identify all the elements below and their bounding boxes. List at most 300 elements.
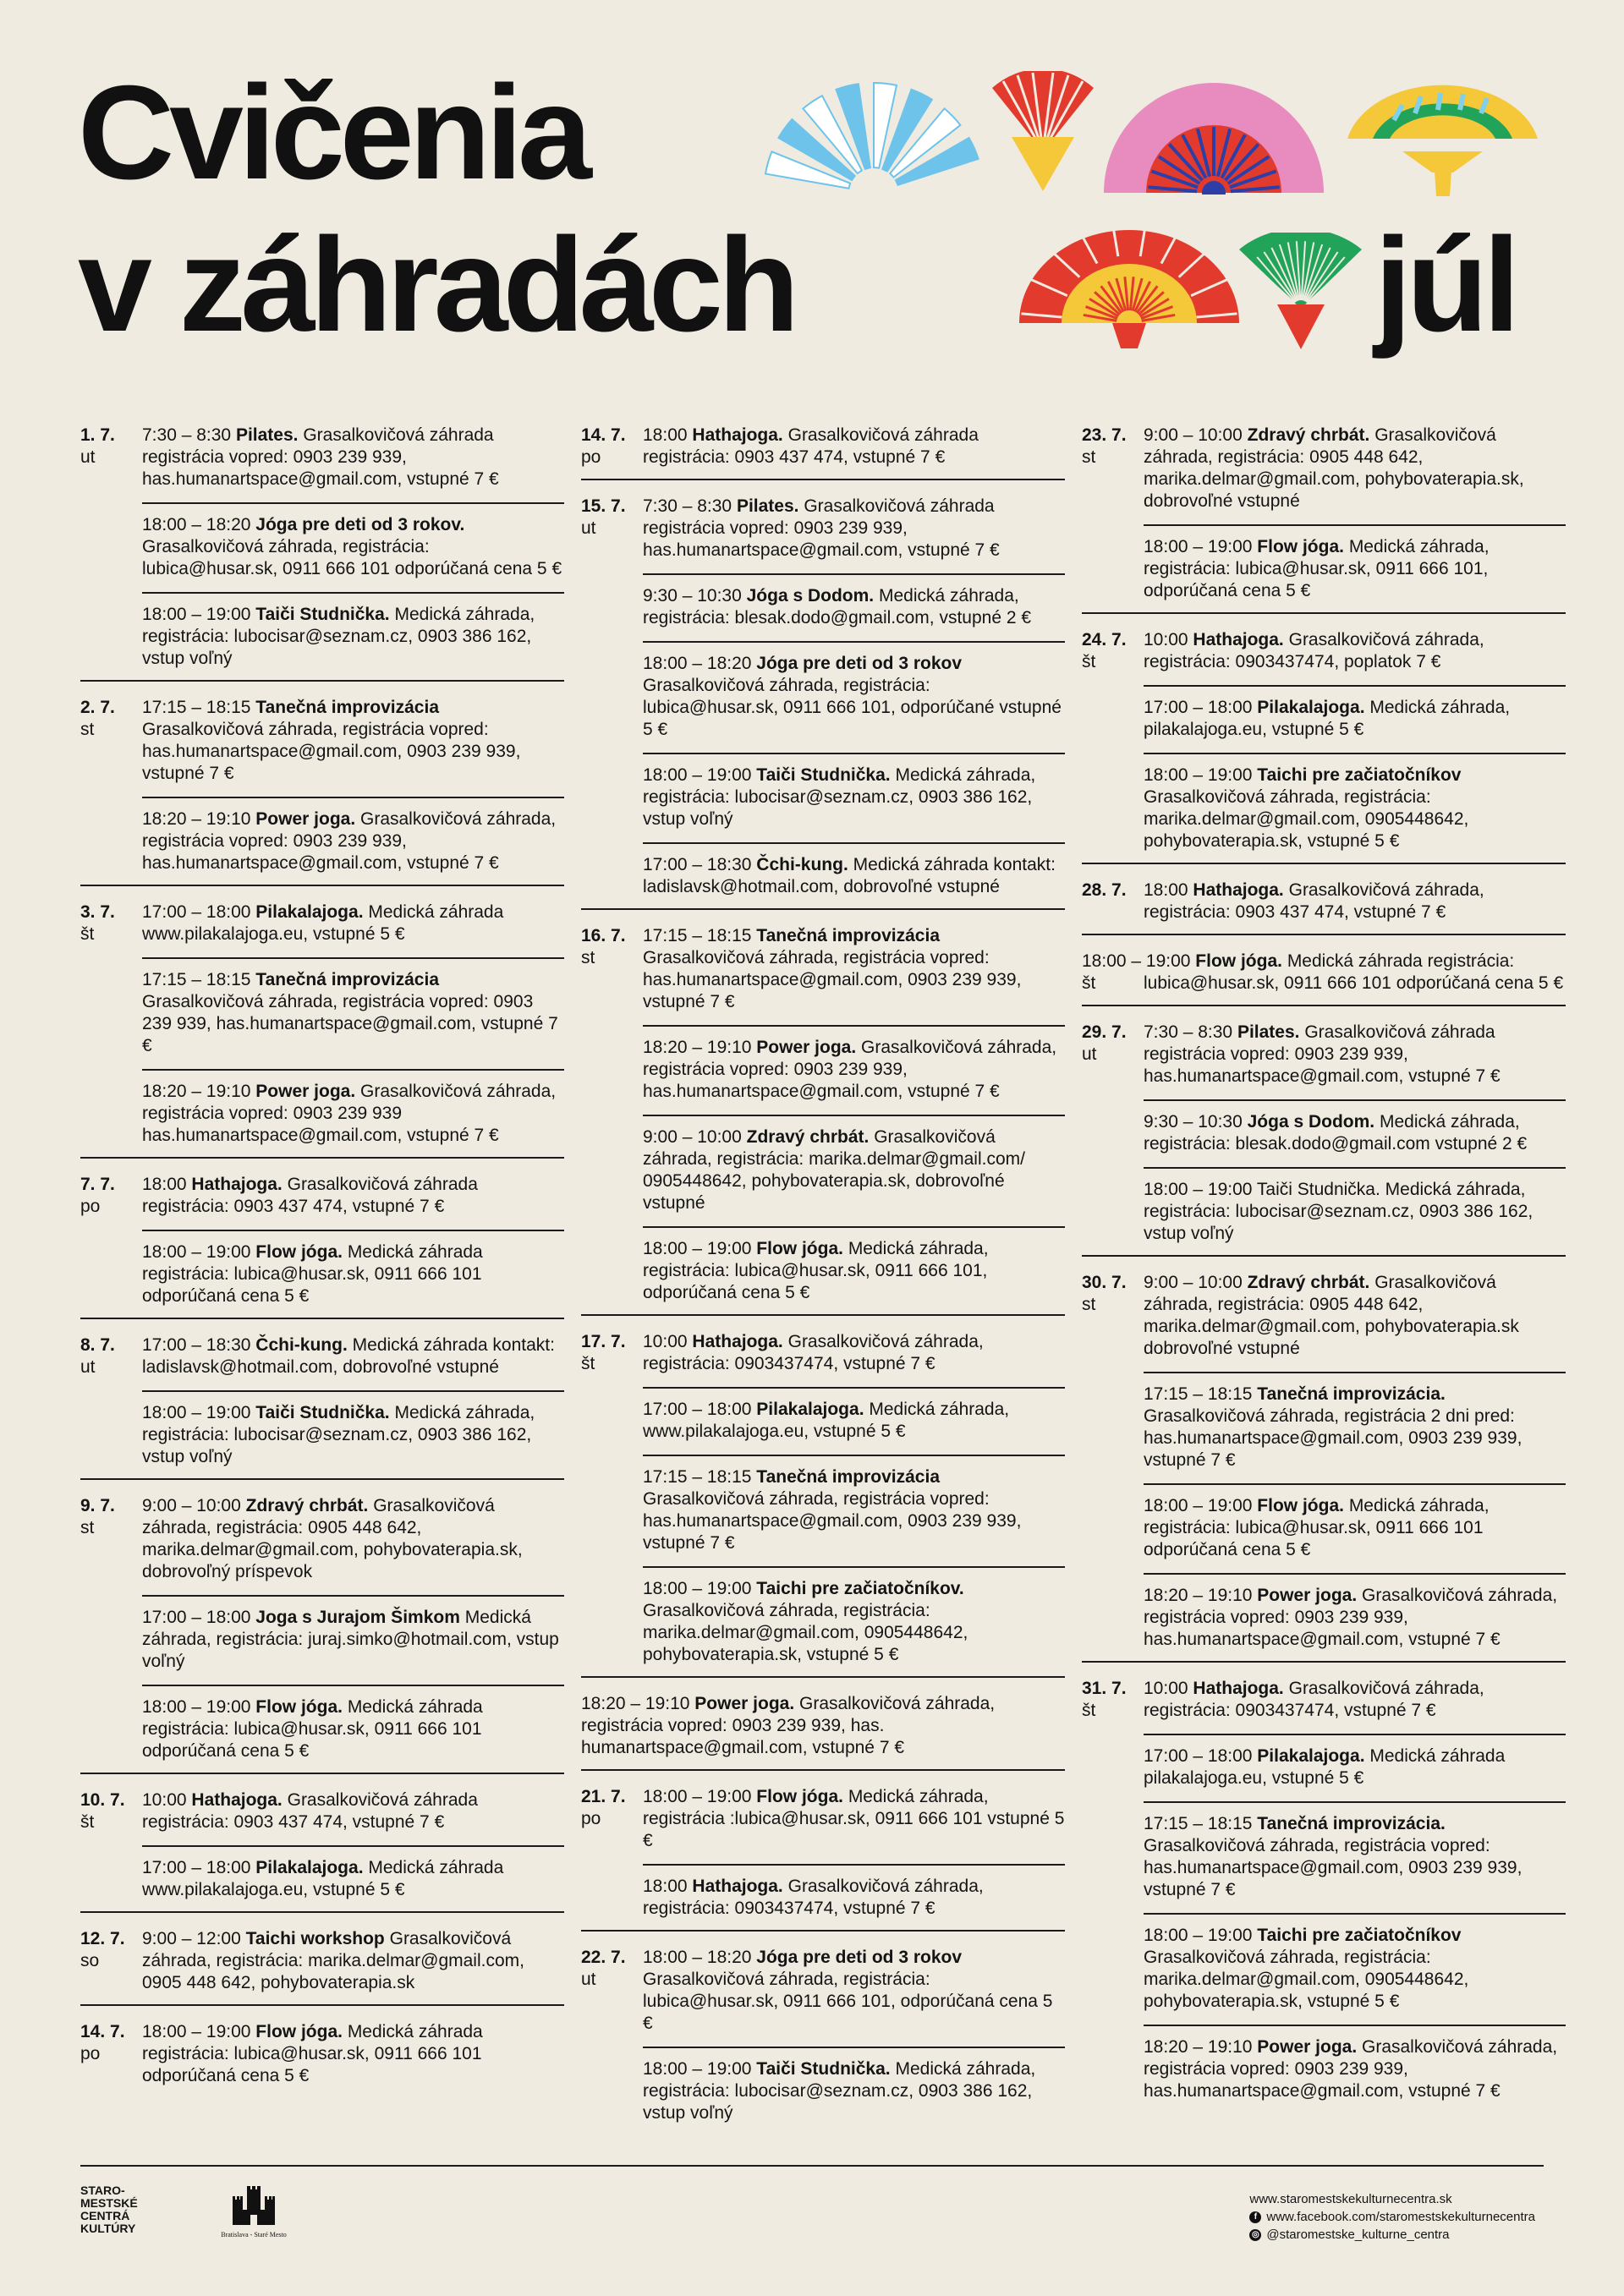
event-name: Flow jóga. [255,2022,343,2041]
day-block [1082,947,1566,1006]
event-time: 17:15 – 18:15 [142,698,251,717]
day-weekday: ut [581,518,596,538]
event-time: 18:00 – 19:00 [1144,1496,1253,1515]
event-item [142,1390,564,1468]
day-weekday: st [80,1518,95,1537]
day-weekday: št [581,1354,595,1373]
event-details: Medická záhrada, registrácia: blesak.dodo@gmail.com, vstupné 2 € [643,586,1032,627]
event-details: Grasalkovičová záhrada, registrácia vopred: 0903 239 939 has.humanartspace@gmail.com, vstupné 7 € [142,1082,557,1145]
event-item [1144,753,1566,852]
event-item [80,697,564,785]
event-details: Grasalkovičová záhrada, registrácia: marika.delmar@gmail.com, 0905 448 642, pohybovaterapia.sk [142,1929,524,1992]
event-item [1144,1734,1566,1789]
event-time: 18:00 – 19:00 [643,1787,752,1806]
event-details: Grasalkovičová záhrada, registrácia: 0903437474, vstupné 7 € [643,1877,984,1918]
event-item [80,2021,564,2087]
event-name: Taichi pre začiatočníkov. [756,1579,964,1598]
event-name: Taiči Studnička. [255,1403,390,1422]
event-time: 18:00 – 19:00 [643,2059,752,2079]
day-label [581,1331,643,1375]
day-label [1082,879,1144,901]
event-name: Zdravý chrbát. [1247,425,1370,445]
schedule-column-3 [1082,421,1566,2124]
day-label [581,925,643,969]
event-details: Medická záhrada, registrácia: lubocisar@seznam.cz, 0903 386 162, vstup voľný [142,1403,535,1466]
event-item [80,425,564,490]
day-date: 10. 7. [80,1790,125,1810]
event-name: Flow jóga. [756,1239,843,1258]
event-item [581,496,1065,562]
day-date: 9. 7. [80,1496,115,1515]
event-name: Hathajoga. [191,1790,283,1810]
event-item [643,842,1065,898]
event-time: 9:00 – 10:00 [142,1496,241,1515]
event-details: Grasalkovičová záhrada, registrácia vopred: has.humanartspace@gmail.com, 0903 239 939, vstupné 7 € [643,948,1022,1011]
event-item [1144,524,1566,602]
event-time: 10:00 [1144,630,1188,649]
day-block [80,898,564,1159]
event-item [1144,1372,1566,1471]
event-name: Pilates. [1237,1022,1300,1042]
event-item [142,1595,564,1673]
event-time: 17:15 – 18:15 [1144,1384,1253,1404]
day-label [1082,1022,1144,1066]
day-block [1082,1018,1566,1257]
event-name: Power joga. [1257,1586,1358,1605]
event-name: Hathajoga. [1193,1679,1284,1698]
event-name: Flow jóga. [1195,951,1282,971]
event-name: Čchi-kung. [255,1335,348,1355]
event-time: 17:00 – 18:00 [643,1400,752,1419]
event-name: Zdravý chrbát. [1247,1273,1370,1292]
event-details: Grasalkovičová záhrada registrácia vopred: 0903 239 939, has.humanartspace@gmail.com, vstupné 7 € [1144,1022,1501,1086]
event-details: Medická záhrada, registrácia: lubica@husar.sk, 0911 666 101, odporúčaná cena 5 € [1144,537,1490,600]
event-name: Taiči Studnička. [756,765,891,785]
event-name: Joga s Jurajom Šimkom [255,1608,460,1627]
day-label [80,1495,142,1539]
event-item [1144,685,1566,741]
day-weekday: ut [581,1970,596,1989]
event-time: 18:00 – 18:20 [643,654,752,673]
event-item [142,1230,564,1307]
event-item [581,1947,1065,2035]
title-line-1: Cvičenia [78,58,587,207]
event-details: Grasalkovičová záhrada, registrácia: lubica@husar.sk, 0911 666 101, odporúčaná cena 5 € [643,1970,1053,2033]
facebook-icon: f [1249,2211,1261,2223]
event-item [643,573,1065,629]
event-details: Medická záhrada, registrácia: lubica@husar.sk, 0911 666 101, odporúčaná cena 5 € [643,1239,989,1302]
event-details: Grasalkovičová záhrada, registrácia: 0905 448 642, marika.delmar@gmail.com, pohybovaterapia.sk, dobrovoľné vstupné [1144,425,1524,511]
day-label [80,901,142,945]
event-time: 18:00 – 19:00 [142,605,251,624]
event-item [1082,879,1566,923]
event-name: Power joga. [1257,2037,1358,2057]
event-details: Grasalkovičová záhrada, registrácia: marika.delmar@gmail.com/ 0905448642, pohybovaterapia.sk, dobrovoľné vstupné [643,1127,1025,1213]
event-details: Grasalkovičová záhrada, registrácia: lubica@husar.sk, 0911 666 101 odporúčaná cena 5 € [142,537,562,578]
event-name: Pilakalajoga. [756,1400,864,1419]
event-name: Jóga s Dodom. [746,586,875,606]
event-time: 18:00 [142,1175,187,1194]
day-date: 31. 7. [1082,1679,1127,1698]
day-label [1082,1678,1144,1722]
event-details: Grasalkovičová záhrada, registrácia 2 dni pred: has.humanartspace@gmail.com, 0903 239 939, vstupné 7 € [1144,1406,1522,1470]
title-line-2: v záhradách [78,211,795,359]
event-time: 18:00 – 19:00 [643,1239,752,1258]
event-details: Medická záhrada www.pilakalajoga.eu, vstupné 5 € [142,902,504,944]
event-time: 18:00 – 18:20 [643,1948,752,1967]
event-item [581,1693,1065,1759]
day-label [1082,629,1144,673]
event-name: Čchi-kung. [756,855,848,874]
event-time: 10:00 [142,1790,187,1810]
event-details: Grasalkovičová záhrada, registrácia: marika.delmar@gmail.com, 0905448642, pohybovaterapia.sk, vstupné 5 € [1144,1948,1469,2011]
event-details: Medická záhrada registrácia: lubica@husar.sk, 0911 666 101 odporúčaná cena 5 € [142,1697,483,1761]
day-date: 23. 7. [1082,425,1127,445]
event-details: Medická záhrada, registrácia: lubocisar@seznam.cz, 0903 386 162, vstup voľný [142,605,535,668]
event-name: Hathajoga. [692,1332,783,1351]
day-label [581,1786,643,1830]
event-name: Taichi workshop [245,1929,385,1948]
event-name: Pilakalajoga. [1257,1746,1365,1766]
event-details: Grasalkovičová záhrada, registrácia vopred: 0903 239 939, has.humanartspace@gmail.com, vstupné 7 € [142,809,557,873]
event-details: Grasalkovičová záhrada, registrácia vopred: 0903 239 939, has.humanartspace@gmail.com, vstupné 7 € [142,992,558,1055]
stare-mesto-logo: Bratislava - Staré Mesto [203,2184,304,2238]
event-time: 17:00 – 18:30 [643,855,752,874]
event-name: Taiči Studnička. [756,2059,891,2079]
event-details: Grasalkovičová záhrada, registrácia: marika.delmar@gmail.com, 0905448642, pohybovaterapia.sk, vstupné 5 € [1144,787,1469,851]
event-time: 7:30 – 8:30 [643,496,732,516]
event-time: 18:00 – 18:20 [142,515,251,534]
day-date: 22. 7. [581,1948,626,1967]
day-label [80,1174,142,1218]
event-item [80,901,564,945]
event-name: Hathajoga. [1193,880,1284,900]
schedule-column-1 [80,421,564,2109]
day-date: 1. 7. [80,425,115,445]
event-name: Jóga pre deti od 3 rokov [756,654,963,673]
event-time: 17:15 – 18:15 [142,970,251,989]
day-block [1082,626,1566,864]
event-details: Grasalkovičová záhrada, registrácia vopred: 0903 239 939, has.humanartspace@gmail.com, vstupné 7 € [643,1038,1057,1101]
event-name: Taichi pre začiatočníkov [1257,765,1462,785]
day-weekday: st [581,948,595,967]
day-weekday: po [581,1809,601,1828]
event-item [142,957,564,1057]
green-fan-icon [1235,233,1366,351]
event-name: Flow jóga. [255,1697,343,1717]
event-name: Zdravý chrbát. [746,1127,870,1147]
day-label [1082,973,1144,995]
day-block [80,1170,564,1319]
event-details: Grasalkovičová záhrada, registrácia vopred: 0903 239 939, has.humanartspace@gmail.com, vstupné 7 € [1144,2037,1558,2101]
event-time: 18:20 – 19:10 [1144,2037,1253,2057]
event-time: 18:00 – 19:00 [142,1242,251,1262]
day-block [581,922,1065,1316]
day-weekday: št [1082,973,1096,993]
event-details: Medická záhrada, www.pilakalajoga.eu, vstupné 5 € [643,1400,1010,1441]
event-name: Pilakalajoga. [1257,698,1365,717]
website-link[interactable]: www.staromestskekulturnecentra.sk [1249,2192,1452,2206]
day-block [1082,876,1566,935]
event-time: 7:30 – 8:30 [1144,1022,1233,1042]
pink-fan-icon [1100,68,1328,195]
event-time: 17:15 – 18:15 [643,1467,752,1487]
event-details: Grasalkovičová záhrada, registrácia vopred: 0903 239 939, has. humanartspace@gmail.com, vstupné 7 € [581,1694,996,1757]
day-label [1082,425,1144,469]
event-details: Medická záhrada, registrácia :lubica@husar.sk, 0911 666 101 vstupné 5 € [643,1787,1065,1850]
instagram-icon: ◎ [1249,2229,1261,2241]
event-name: Power joga. [255,1082,356,1101]
day-block [581,1943,1065,2134]
event-item [643,1566,1065,1666]
event-time: 10:00 [1144,1679,1188,1698]
day-block [80,421,564,682]
event-details: Grasalkovičová záhrada registrácia: 0903 437 474, vstupné 7 € [142,1790,478,1832]
event-time: 18:20 – 19:10 [1144,1586,1253,1605]
event-item [643,2047,1065,2124]
event-name: Hathajoga. [692,425,783,445]
event-item [1144,1573,1566,1651]
day-weekday: ut [1082,1044,1097,1064]
event-name: Pilates. [736,496,799,516]
event-time: 9:00 – 10:00 [1144,1273,1243,1292]
event-details: Grasalkovičová záhrada, registrácia: 0903437474, poplatok 7 € [1144,630,1484,671]
event-details: Medická záhrada, registrácia: juraj.simko@hotmail.com, vstup voľný [142,1608,559,1671]
event-time: 17:00 – 18:00 [142,902,251,922]
day-block [581,421,1065,480]
day-weekday: so [80,1951,100,1970]
day-weekday: po [80,2044,101,2063]
day-date: 21. 7. [581,1787,626,1806]
event-item [142,797,564,874]
event-name: Pilakalajoga. [255,1858,364,1877]
event-item [1144,1913,1566,2013]
event-time: 18:00 – 19:00 [643,1579,752,1598]
event-item [643,1115,1065,1214]
event-item [1082,629,1566,673]
event-details: Medická záhrada registrácia: lubica@husar.sk, 0911 666 101 odporúčaná cena 5 € [1144,951,1564,993]
event-details: Grasalkovičová záhrada, registrácia: lubica@husar.sk, 0911 666 101, odporúčané vstupné 5 € [643,676,1062,739]
day-date: 8. 7. [80,1335,115,1355]
event-item [581,425,1065,469]
event-name: Pilates. [235,425,299,445]
event-time: 17:15 – 18:15 [643,926,752,945]
event-details: Medická záhrada www.pilakalajoga.eu, vstupné 5 € [142,1858,504,1899]
event-item [1144,1167,1566,1245]
event-item [1144,1801,1566,1901]
day-block [581,492,1065,910]
day-weekday: št [80,924,95,944]
day-label [80,1789,142,1833]
event-item [142,1685,564,1762]
event-details: Grasalkovičová záhrada, registrácia vopred: has.humanartspace@gmail.com, 0903 239 939, vstupné 7 € [1144,1836,1522,1899]
event-name: Tanečná improvizácia. [1257,1814,1446,1833]
event-item [1082,1272,1566,1360]
event-details: Grasalkovičová záhrada, registrácia: 0905 448 642, marika.delmar@gmail.com, pohybovaterapia.sk, dobrovoľný príspevok [142,1496,523,1581]
event-name: Power joga. [255,809,356,829]
event-details: Medická záhrada, registrácia: blesak.dodo@gmail.com vstupné 2 € [1144,1112,1528,1153]
event-details: Grasalkovičová záhrada, registrácia vopred: has.humanartspace@gmail.com, 0903 239 939, vstupné 7 € [643,1489,1022,1553]
event-name: Hathajoga. [191,1175,283,1194]
day-date: 14. 7. [80,2022,125,2041]
day-date: 29. 7. [1082,1022,1127,1042]
title-month: júl [1374,211,1516,359]
event-name: Pilakalajoga. [255,902,364,922]
event-name: Tanečná improvizácia [255,970,439,989]
event-time: 18:00 – 19:00 [1144,1180,1253,1199]
day-date: 12. 7. [80,1929,125,1948]
event-details: Medická záhrada registrácia: lubica@husar.sk, 0911 666 101 odporúčaná cena 5 € [142,1242,483,1306]
day-block [1082,1269,1566,1663]
day-block [581,1690,1065,1771]
event-name: Taiči Studnička. [255,605,390,624]
event-time: 18:20 – 19:10 [142,1082,251,1101]
day-label [581,1947,643,1991]
day-block [1082,421,1566,614]
red-yellow-fan-icon [988,71,1098,194]
event-item [80,1928,564,1994]
event-name: Hathajoga. [1193,630,1284,649]
event-name: Jóga pre deti od 3 rokov [756,1948,963,1967]
event-item [643,1025,1065,1103]
event-details: Grasalkovičová záhrada registrácia vopred: 0903 239 939, has.humanartspace@gmail.com, vstupné 7 € [142,425,499,489]
day-block [80,1331,564,1480]
event-item [142,592,564,670]
event-details: Grasalkovičová záhrada, registrácia vopred: has.humanartspace@gmail.com, 0903 239 939, vstupné 7 € [142,720,521,783]
event-name: Tanečná improvizácia [756,1467,940,1487]
event-item [80,1789,564,1833]
day-label [581,425,643,469]
event-item [1082,951,1566,995]
event-details: Grasalkovičová záhrada, registrácia vopred: 0903 239 939, has.humanartspace@gmail.com, vstupné 7 € [1144,1586,1558,1649]
event-time: 18:00 – 19:00 [1082,951,1191,971]
day-block [80,1786,564,1913]
event-time: 18:00 [643,425,688,445]
event-time: 18:00 – 19:00 [1144,1926,1253,1945]
footer-divider [80,2165,1544,2167]
day-weekday: st [80,720,95,739]
day-weekday: št [1082,1701,1096,1720]
red-sun-fan-icon [1015,222,1243,353]
event-item [643,753,1065,830]
event-name: Power joga. [694,1694,795,1713]
event-details: Grasalkovičová záhrada, registrácia: 0905 448 642, marika.delmar@gmail.com, pohybovaterapia.sk dobrovoľné vstupné [1144,1273,1519,1358]
day-date: 14. 7. [581,425,626,445]
day-block [581,1783,1065,1932]
day-weekday: ut [80,447,96,467]
schedule-column-2 [581,421,1065,2146]
day-block [80,1492,564,1774]
day-block [1082,1674,1566,2112]
day-block [80,693,564,886]
event-time: 18:00 – 19:00 [1144,537,1253,556]
event-name: Zdravý chrbát. [245,1496,369,1515]
event-time: 17:00 – 18:00 [142,1858,251,1877]
event-time: 9:00 – 10:00 [1144,425,1243,445]
event-item [142,1845,564,1901]
event-item [1144,2025,1566,2102]
event-time: 18:00 [1144,880,1188,900]
day-weekday: st [1082,447,1096,467]
event-name: Taichi pre začiatočníkov [1257,1926,1462,1945]
day-label [581,496,643,540]
event-name: Flow jóga. [756,1787,843,1806]
day-label [80,425,142,469]
event-time: 17:00 – 18:00 [1144,698,1253,717]
event-details: Grasalkovičová záhrada, registrácia: 0903437474, vstupné 7 € [643,1332,984,1373]
event-details: Medická záhrada pilakalajoga.eu, vstupné 5 € [1144,1746,1506,1788]
event-time: 18:00 – 19:00 [142,1403,251,1422]
event-time: 17:00 – 18:00 [142,1608,251,1627]
event-time: 17:15 – 18:15 [1144,1814,1253,1833]
day-block [80,1925,564,2006]
smk-logo: STARO- MESTSKÉ CENTRÁ KULTÚRY [80,2184,138,2235]
event-details: Medická záhrada, registrácia: lubica@husar.sk, 0911 666 101 odporúčaná cena 5 € [1144,1496,1490,1559]
yellow-green-fan-icon [1343,71,1542,198]
event-item [142,1069,564,1147]
event-item [643,1455,1065,1554]
footer-links [1249,2190,1535,2244]
event-item [80,1495,564,1583]
event-item [80,1334,564,1378]
event-name: Jóga pre deti od 3 rokov. [255,515,465,534]
event-item [581,1331,1065,1375]
instagram-link[interactable]: ◎ @staromestske_kulturne_centra [1249,2226,1535,2244]
event-item [581,925,1065,1013]
event-name: Flow jóga. [1257,537,1344,556]
event-time: 7:30 – 8:30 [142,425,232,445]
event-item [142,502,564,580]
event-item [643,1387,1065,1443]
event-time: 17:00 – 18:30 [142,1335,251,1355]
event-name: Tanečná improvizácia [255,698,439,717]
event-time: 18:20 – 19:10 [581,1694,690,1713]
event-item [1082,1678,1566,1722]
event-time: 10:00 [643,1332,688,1351]
event-item [80,1174,564,1218]
event-time: 9:30 – 10:30 [643,586,742,606]
day-label [80,1928,142,1972]
day-date: 28. 7. [1082,880,1127,900]
event-details: Grasalkovičová záhrada, registrácia: 0903437474, vstupné 7 € [1144,1679,1484,1720]
event-details: Grasalkovičová záhrada registrácia: 0903 437 474, vstupné 7 € [142,1175,478,1216]
day-date: 16. 7. [581,926,626,945]
event-time: 18:00 [643,1877,688,1896]
event-details: Medická záhrada, registrácia: lubocisar@seznam.cz, 0903 386 162, vstup voľný [643,2059,1036,2123]
event-details: Medická záhrada, registrácia: lubocisar@seznam.cz, 0903 386 162, vstup voľný [643,765,1036,829]
event-details: Taiči Studnička. Medická záhrada, registrácia: lubocisar@seznam.cz, 0903 386 162, vstup voľný [1144,1180,1533,1243]
facebook-link[interactable]: f www.facebook.com/staromestskekulturnecentra [1249,2208,1535,2226]
event-item [1082,1022,1566,1088]
event-details: Medická záhrada kontakt: ladislavsk@hotmail.com, dobrovoľné vstupné [142,1335,555,1377]
event-time: 18:00 – 19:00 [643,765,752,785]
day-date: 30. 7. [1082,1273,1127,1292]
day-label [80,1334,142,1378]
event-details: Medická záhrada registrácia: lubica@husar.sk, 0911 666 101 odporúčaná cena 5 € [142,2022,483,2085]
event-details: Grasalkovičová záhrada, registrácia: marika.delmar@gmail.com, 0905448642, pohybovaterapia.sk, vstupné 5 € [643,1601,968,1664]
day-label [80,697,142,741]
day-label [1082,1272,1144,1316]
event-time: 9:30 – 10:30 [1144,1112,1243,1132]
event-time: 9:00 – 12:00 [142,1929,241,1948]
day-block [581,1328,1065,1678]
day-date: 2. 7. [80,698,115,717]
event-item [643,641,1065,741]
day-weekday: št [80,1812,95,1832]
day-weekday: po [80,1197,101,1216]
event-time: 17:00 – 18:00 [1144,1746,1253,1766]
event-time: 9:00 – 10:00 [643,1127,742,1147]
